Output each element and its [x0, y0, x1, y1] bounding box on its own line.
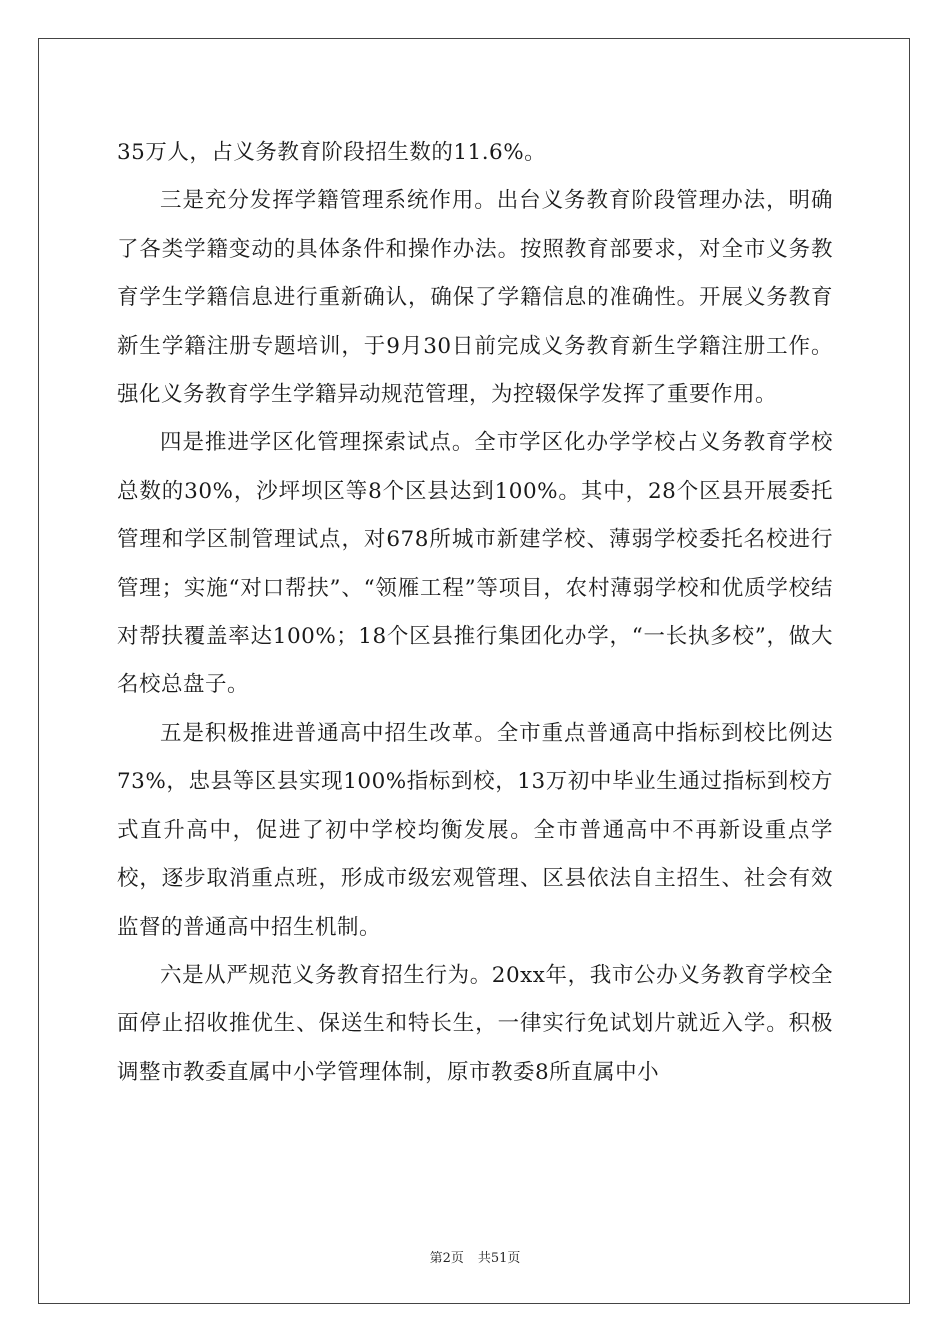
paragraph-enrollment-regulation: 六是从严规范义务教育招生行为。20xx年，我市公办义务教育学校全面停止招收推优生、保送生和特长生，一律实行免试划片就近入学。积极调整市教委直属中小学管理体制，原市教委8所直属中小	[117, 962, 833, 1085]
page-total: 共51页	[477, 1251, 521, 1266]
paragraph-school-district-pilot: 四是推进学区化管理探索试点。全市学区化办学学校占义务教育学校总数的30%，沙坪坝区等8个区县达到100%。其中，28个区县开展委托管理和学区制管理试点，对678所城市新建学校、薄弱学校委托名校进行管理；实施“对口帮扶”、“领雁工程”等项目，农村薄弱学校和优质学校结对帮扶覆盖率达100%；18个区县推行集团化办学，“一长执多校”，做大名校总盘子。	[117, 430, 833, 698]
paragraph-continuation: 35万人，占义务教育阶段招生数的11.6%。	[117, 140, 547, 165]
page-number: 第2页	[429, 1251, 464, 1266]
page-footer	[0, 1247, 950, 1266]
document-body	[117, 129, 833, 1097]
paragraph-high-school-enrollment: 五是积极推进普通高中招生改革。全市重点普通高中指标到校比例达73%，忠县等区县实现100%指标到校，13万初中毕业生通过指标到校方式直升高中，促进了初中学校均衡发展。全市普通高中不再新设重点学校，逐步取消重点班，形成市级宏观管理、区县依法自主招生、社会有效监督的普通高中招生机制。	[117, 720, 833, 940]
paragraph-student-registry: 三是充分发挥学籍管理系统作用。出台义务教育阶段管理办法，明确了各类学籍变动的具体条件和操作办法。按照教育部要求，对全市义务教育学生学籍信息进行重新确认，确保了学籍信息的准确性。开展义务教育新生学籍注册专题培训，于9月30日前完成义务教育新生学籍注册工作。强化义务教育学生学籍异动规范管理，为控辍保学发挥了重要作用。	[117, 188, 833, 408]
